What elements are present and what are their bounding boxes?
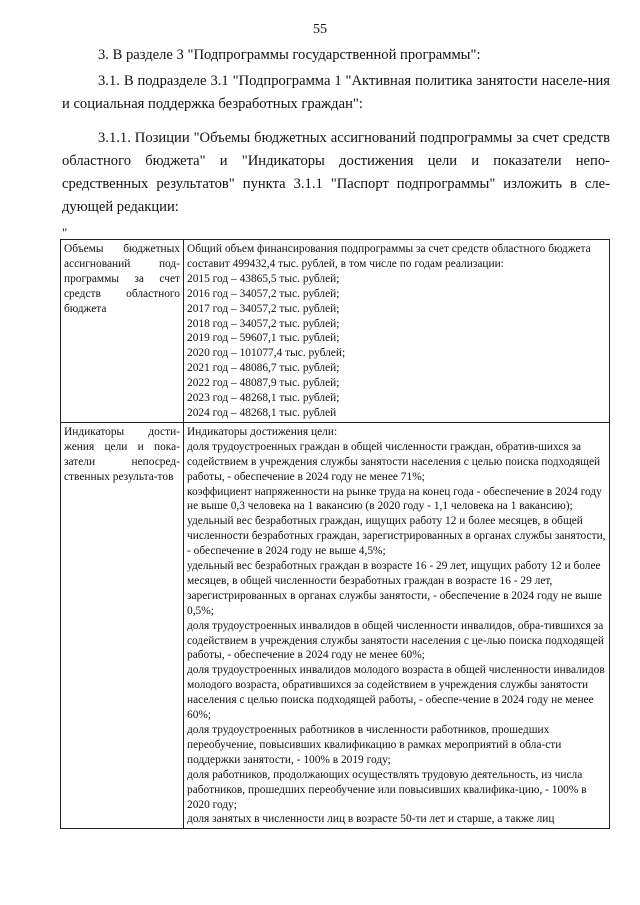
indicator-line: удельный вес безработных граждан, ищущих работу 12 и более месяцев, в общей численности безработных граждан, зарегистрированных в органах службы занятости, - обеспечение в 2024 году не выше 4,5%; [187, 515, 606, 558]
budget-line: 2018 год – 34057,2 тыс. рублей; [187, 317, 340, 330]
budget-line: 2017 год – 34057,2 тыс. рублей; [187, 302, 340, 315]
section-heading: 3. В разделе 3 "Подпрограммы государственной программы": [98, 47, 481, 63]
budget-line: 2020 год – 101077,4 тыс. рублей; [187, 347, 346, 360]
indicator-line: доля занятых в численности лиц в возрасте 50-ти лет и старше, а также лиц [187, 813, 555, 826]
passport-table [60, 239, 610, 829]
indicator-line: Индикаторы достижения цели: [187, 425, 338, 438]
budget-line: 2023 год – 48268,1 тыс. рублей; [187, 392, 340, 405]
budget-label: Объемы бюджетных ассигнований под-программы за счет средств областного бюджета [64, 243, 180, 315]
budget-label-cell [61, 240, 184, 423]
indicator-line: доля трудоустроенных инвалидов молодого возраста в общей численности инвалидов молодого возраста, обратившихся за содействием в учреждения службы занятости населения с целью поиска подходящей работы, - обеспе-чение в 2024 году не менее 60%; [187, 664, 605, 722]
subsection-heading: 3.1. В подразделе 3.1 "Подпрограмма 1 "Активная политика занятости населе-ния и социальная поддержка безработных граждан": [62, 73, 610, 112]
budget-line: 2022 год – 48087,9 тыс. рублей; [187, 377, 340, 390]
indicators-label-cell [61, 422, 184, 828]
table-row-budget [61, 240, 610, 423]
budget-line: 2021 год – 48086,7 тыс. рублей; [187, 362, 340, 375]
indicator-line: доля работников, продолжающих осуществлять трудовую деятельность, из числа работников, прошедших переобучение или повысивших квалифика-цию, - 100% в 2020 году; [187, 768, 587, 811]
page-number: 55 [313, 22, 327, 37]
opening-quote: " [62, 225, 68, 240]
budget-value-cell [184, 240, 610, 423]
indicator-line: коэффициент напряженности на рынке труда на конец года - обеспечение в 2024 году не выше 0,3 человека на 1 вакансию (в 2020 году - 1,1 человека на 1 вакансию); [187, 485, 602, 513]
budget-line: 2015 год – 43865,5 тыс. рублей; [187, 272, 340, 285]
budget-line: 2016 год – 34057,2 тыс. рублей; [187, 287, 340, 300]
indicator-line: доля трудоустроенных граждан в общей численности граждан, обратив-шихся за содействием в учреждения службы занятости населения с целью поиска подходящей работы, - обеспечение в 2024 году не менее 71%; [187, 440, 601, 483]
indicators-label: Индикаторы дости-жения цели и пока-затели непосред-ственных результа-тов [64, 425, 180, 483]
indicator-line: удельный вес безработных граждан в возрасте 16 - 29 лет, ищущих работу 12 и более месяцев, в общей численности безработных граждан в возрасте 16 - 29 лет, зарегистрированных в органах службы занятости, - обеспечение в 2024 году не выше 0,5%; [187, 560, 602, 617]
budget-line: Общий объем финансирования подпрограммы за счет средств областного бюджета составит 499432,4 тыс. рублей, в том числе по годам реализации: [187, 243, 591, 270]
indicator-line: доля трудоустроенных работников в численности работников, прошедших переобучение, повысивших квалификацию в рамках мероприятий в обла-сти поддержки занятости, - 100% в 2019 году; [187, 724, 562, 766]
page-bottom-margin [0, 855, 640, 905]
table-row-indicators [61, 422, 610, 828]
indicators-value-cell [184, 422, 610, 828]
indicator-line: доля трудоустроенных инвалидов в общей численности инвалидов, обра-тившихся за содействием в учреждения службы занятости населения с це-лью поиска подходящей работы, - обеспечение в 2024 году не менее 60%; [187, 619, 604, 662]
budget-line: 2019 год – 59607,1 тыс. рублей; [187, 332, 340, 345]
budget-line: 2024 год – 48268,1 тыс. рублей [187, 406, 337, 419]
item-paragraph: 3.1.1. Позиции "Объемы бюджетных ассигнований подпрограммы за счет средств областного бюджета" и "Индикаторы достижения цели и показатели непо-средственных результатов" пункта 3.1.1 "Паспорт подпрограммы" изложить в сле-дующей редакции: [62, 130, 610, 215]
